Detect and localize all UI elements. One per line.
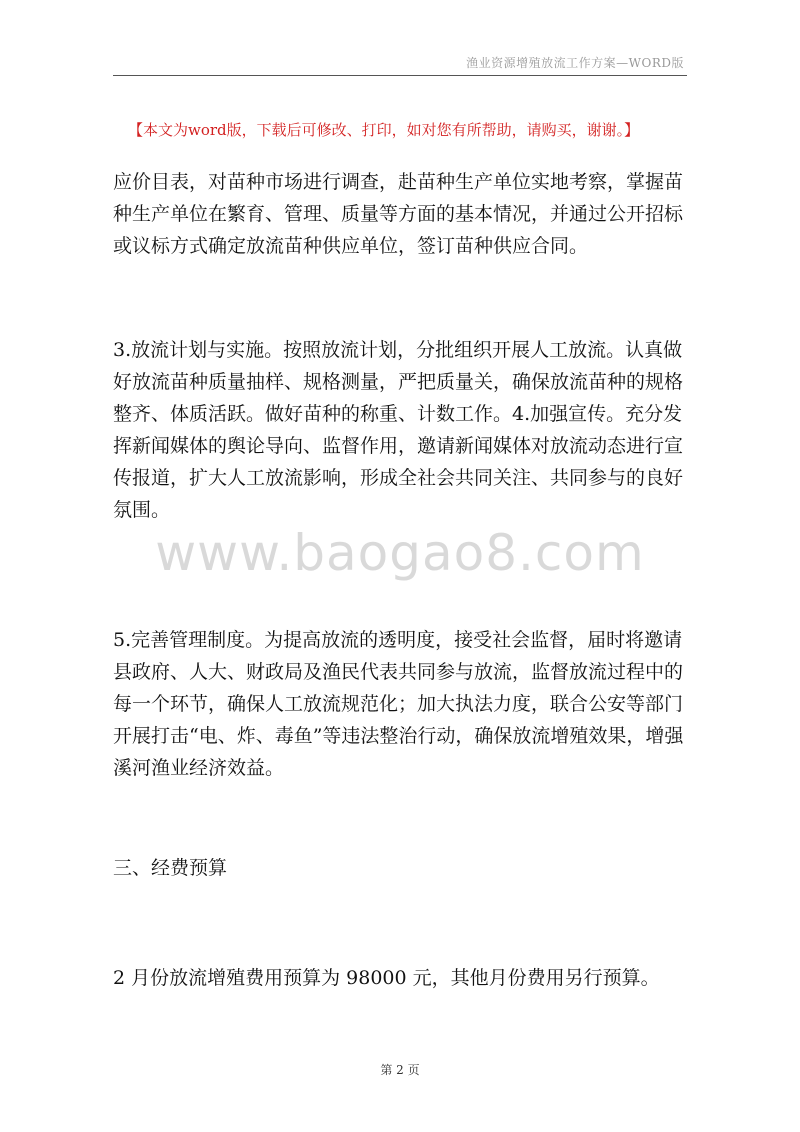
section-heading-budget: [113, 852, 693, 884]
heading-text: 三、经费预算: [113, 857, 228, 879]
paragraph-seedling-procurement: [113, 166, 693, 262]
header-title: 渔业资源增殖放流工作方案—WORD版: [466, 56, 684, 70]
page-number: 第 2 页: [380, 1063, 420, 1077]
text-line: 或议标方式确定放流苗种供应单位，签订苗种供应合同。: [113, 235, 589, 257]
text-line: 挥新闻媒体的舆论导向、监督作用，邀请新闻媒体对放流动态进行宣: [113, 435, 684, 457]
text-line: 传报道，扩大人工放流影响，形成全社会共同关注、共同参与的良好: [113, 467, 684, 489]
text-line: 整齐、体质活跃。做好苗种的称重、计数工作。4.加强宣传。充分发: [113, 403, 683, 425]
text-line: 县政府、人大、财政局及渔民代表共同参与放流，监督放流过程中的: [113, 661, 684, 683]
header-divider: [113, 75, 687, 76]
watermark: www.baogao8.com: [155, 524, 645, 582]
text-line: 3.放流计划与实施。按照放流计划，分批组织开展人工放流。认真做: [113, 339, 683, 361]
text-line: 每一个环节，确保人工放流规范化；加大执法力度，联合公安等部门: [113, 693, 684, 715]
paragraph-release-plan: [113, 334, 693, 526]
text-line: 应价目表，对苗种市场进行调查，赴苗种生产单位实地考察，掌握苗: [113, 171, 684, 193]
text-line: 5.完善管理制度。为提高放流的透明度，接受社会监督，届时将邀请: [113, 629, 683, 651]
text-line: 2 月份放流增殖费用预算为 98000 元，其他月份费用另行预算。: [113, 967, 660, 989]
text-line: 氛围。: [113, 499, 171, 521]
paragraph-management-system: [113, 624, 693, 784]
text-line: 溪河渔业经济效益。: [113, 757, 285, 779]
text-line: 好放流苗种质量抽样、规格测量，严把质量关，确保放流苗种的规格: [113, 371, 684, 393]
purchase-notice: 【本文为word版，下载后可修改、打印，如对您有所帮助，请购买，谢谢。】: [128, 121, 640, 139]
text-line: 开展打击“电、炸、毒鱼”等违法整治行动，确保放流增殖效果，增强: [113, 725, 684, 747]
paragraph-budget-amount: [113, 962, 693, 994]
text-line: 种生产单位在繁育、管理、质量等方面的基本情况，并通过公开招标: [113, 203, 684, 225]
